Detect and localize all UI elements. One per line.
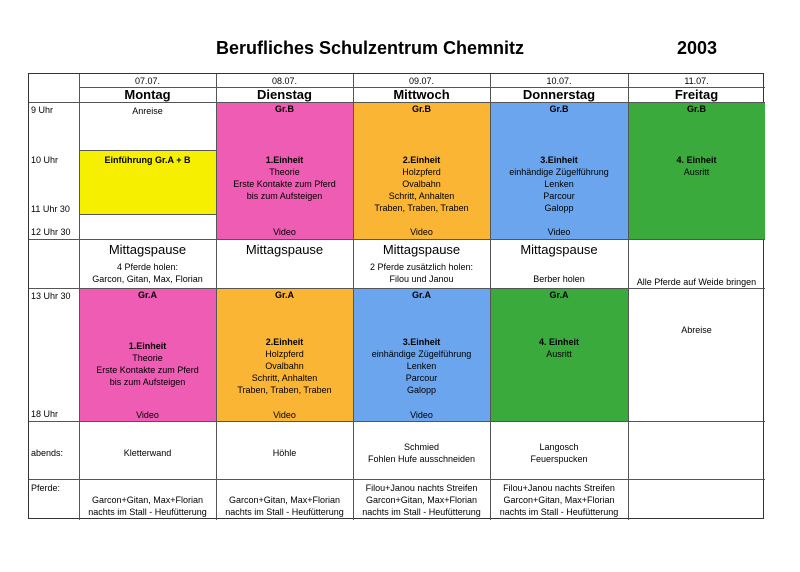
group-label: Gr.A [137,290,157,300]
day-name: Freitag [674,87,719,102]
intro-text: Einführung Gr.A + B [104,155,191,165]
evening-cell: Langosch Feuerspucken [530,442,588,464]
video-label: Video [273,410,296,420]
year-label: 2003 [677,38,718,58]
horses-cell: Garcon+Gitan, Max+Florian nachts im Stall - Heufütterung [225,495,344,517]
time-label: 12 Uhr 30 [31,227,71,237]
session-text: 1.Einheit Theorie Erste Kontakte zum Pferd bis zum Aufsteigen [233,155,336,201]
time-label: 13 Uhr 30 [31,291,71,301]
video-label: Video [410,410,433,420]
group-label: Gr.B [686,104,706,114]
lunch-cell: Mittagspause [245,242,324,257]
row-divider [29,421,765,422]
row-divider [79,150,216,151]
group-label: Gr.A [549,290,569,300]
group-label: Gr.B [274,104,294,114]
horses-cell: Filou+Janou nachts Streifen Garcon+Gitan, Max+Florian nachts im Stall - Heufütterung [499,483,619,517]
video-label: Video [273,227,296,237]
evening-cell: Schmied Fohlen Hufe ausschneiden [367,442,476,464]
time-label: 18 Uhr [31,409,59,419]
col-divider [628,74,629,520]
time-label: Pferde: [31,483,61,493]
lunch-cell: Mittagspause 4 Pferde holen: Garcon, Gitan, Max, Florian [92,242,203,284]
row-divider [29,479,765,480]
day-name: Montag [124,87,171,102]
session-text: 2.Einheit Holzpferd Ovalbahn Schritt, Anhalten Traben, Traben, Traben [237,337,332,395]
group-label: Gr.A [411,290,431,300]
session-text: 3.Einheit einhändige Zügelführung Lenken Parcour Galopp [509,155,609,213]
video-label: Video [410,227,433,237]
video-label: Video [547,227,571,237]
session-text: 4. Einheit Ausritt [538,337,579,359]
group-label: Gr.B [411,104,431,114]
time-label: abends: [31,448,64,458]
evening-cell: Kletterwand [123,448,172,458]
day-date: 10.07. [546,76,572,86]
arrival-text: Anreise [132,106,163,116]
session-text: 4. Einheit Ausritt [676,155,717,177]
departure-text: Abreise [681,325,712,335]
day-name: Donnerstag [522,87,596,102]
row-divider [29,239,765,240]
day-date: 08.07. [271,76,298,86]
time-label: 10 Uhr [31,155,59,165]
group-label: Gr.A [274,290,294,300]
lunch-cell: Alle Pferde auf Weide bringen [636,277,757,287]
lunch-cell: Mittagspause Berber holen [520,242,598,284]
page-title: Berufliches Schulzentrum Chemnitz [216,38,525,58]
day-date: 07.07. [134,76,161,86]
schedule-table [28,73,764,519]
group-label: Gr.B [549,104,569,114]
time-label: 9 Uhr [31,105,54,115]
day-date: 11.07. [684,76,709,86]
session-text: 2.Einheit Holzpferd Ovalbahn Schritt, Anhalten Traben, Traben, Traben [374,155,469,213]
day-name: Dienstag [257,87,312,102]
session-text: 1.Einheit Theorie Erste Kontakte zum Pferd bis zum Aufsteigen [96,341,199,387]
time-label: 11 Uhr 30 [31,204,70,214]
session-text: 3.Einheit einhändige Zügelführung Lenken Parcour Galopp [371,337,472,395]
horses-cell: Garcon+Gitan, Max+Florian nachts im Stall - Heufütterung [88,495,207,517]
day-date: 09.07. [408,76,435,86]
evening-cell: Höhle [272,448,297,458]
video-label: Video [136,410,159,420]
horses-cell: Filou+Janou nachts Streifen Garcon+Gitan, Max+Florian nachts im Stall - Heufütterung [362,483,481,517]
row-divider [79,214,216,215]
lunch-cell: Mittagspause 2 Pferde zusätzlich holen: Filou und Janou [369,242,474,284]
day-name: Mittwoch [393,87,450,102]
